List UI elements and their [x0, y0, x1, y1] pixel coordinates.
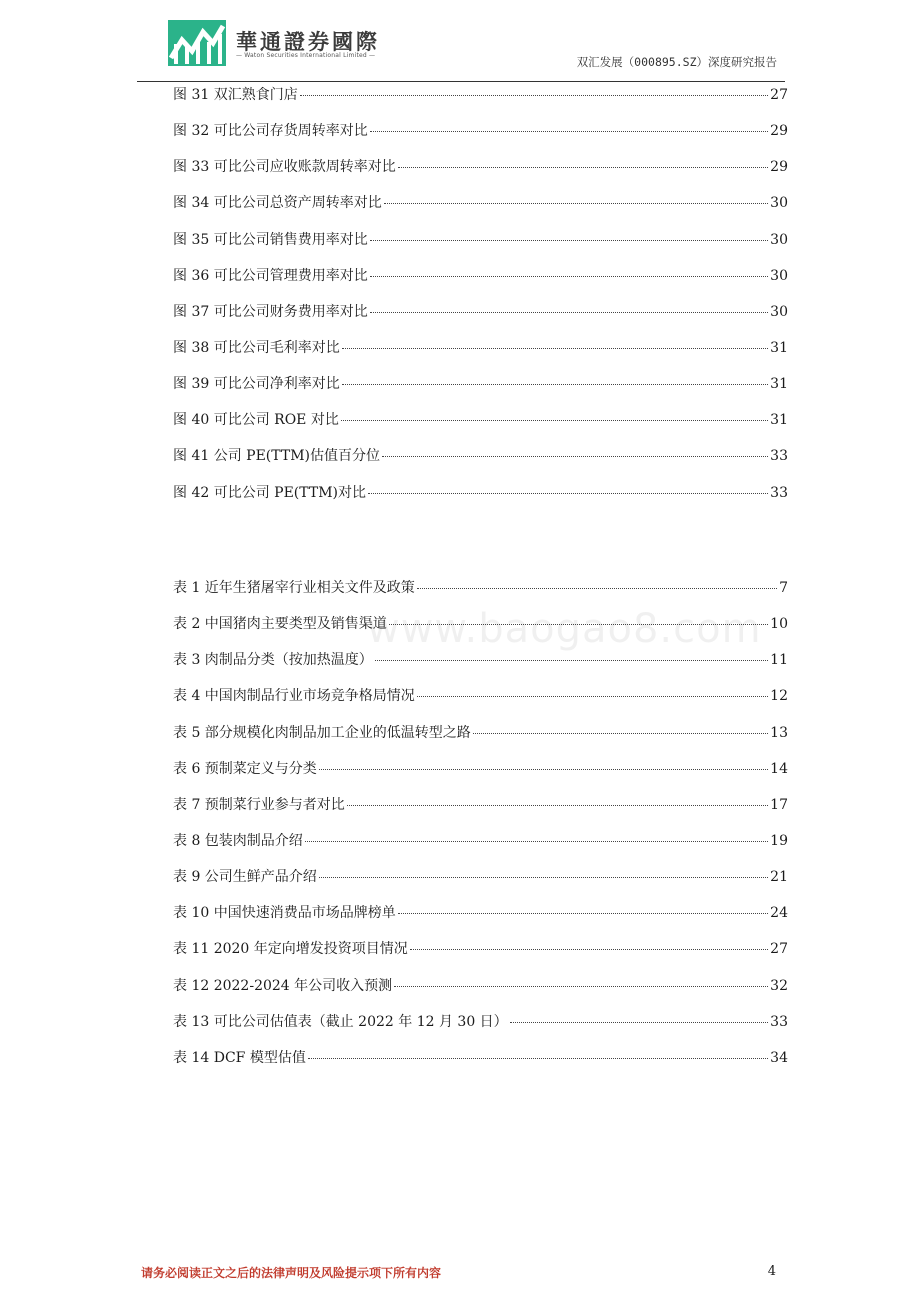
toc-entry-page: 29	[770, 159, 788, 176]
toc-entry-page: 30	[770, 195, 788, 212]
toc-entry-page: 17	[770, 796, 788, 813]
dot-leader	[370, 276, 768, 277]
toc-entry-label: 表 10 中国快速消费品市场品牌榜单	[173, 905, 396, 922]
dot-leader	[394, 986, 768, 987]
toc-entry-label: 图 42 可比公司 PE(TTM)对比	[173, 484, 366, 501]
toc-entry-label: 表 5 部分规模化肉制品加工企业的低温转型之路	[173, 724, 471, 741]
toc-table-entry[interactable]	[173, 975, 788, 1011]
tables-toc	[173, 577, 788, 1083]
dot-leader	[417, 696, 768, 697]
tables-list	[173, 577, 788, 1083]
toc-entry-label: 表 11 2020 年定向增发投资项目情况	[173, 941, 408, 958]
watermark: www.baogao8.com	[367, 606, 762, 652]
toc-table-entry[interactable]	[173, 830, 788, 866]
toc-entry-page: 12	[770, 688, 788, 705]
toc-figure-entry[interactable]	[173, 120, 788, 156]
toc-entry-page: 19	[770, 832, 788, 849]
toc-entry-label: 表 13 可比公司估值表（截止 2022 年 12 月 30 日）	[173, 1013, 508, 1030]
toc-entry-page: 27	[770, 941, 788, 958]
toc-table-entry[interactable]	[173, 758, 788, 794]
toc-entry-page: 31	[770, 339, 788, 356]
toc-entry-label: 图 31 双汇熟食门店	[173, 87, 298, 103]
toc-entry-page: 21	[770, 869, 788, 886]
toc-entry-page: 34	[770, 1049, 788, 1066]
dot-leader	[342, 384, 768, 385]
toc-table-entry[interactable]	[173, 722, 788, 758]
dot-leader	[342, 348, 768, 349]
toc-entry-page: 33	[770, 448, 788, 465]
toc-entry-page: 30	[770, 303, 788, 320]
toc-table-entry[interactable]	[173, 1011, 788, 1047]
toc-figure-entry[interactable]	[173, 84, 788, 120]
toc-entry-page: 31	[770, 412, 788, 429]
figures-toc	[173, 84, 788, 518]
page-header	[0, 0, 920, 82]
dot-leader	[319, 769, 768, 770]
toc-table-entry[interactable]	[173, 902, 788, 938]
toc-table-entry[interactable]	[173, 938, 788, 974]
toc-entry-label: 图 33 可比公司应收账款周转率对比	[173, 159, 396, 176]
header-divider	[137, 81, 785, 82]
toc-table-entry[interactable]	[173, 649, 788, 685]
dot-leader	[341, 420, 768, 421]
toc-entry-page: 7	[779, 580, 788, 596]
toc-entry-label: 图 37 可比公司财务费用率对比	[173, 303, 368, 320]
dot-leader	[370, 240, 768, 241]
toc-entry-label: 表 12 2022-2024 年公司收入预测	[173, 977, 393, 994]
company-name-cn: 華通證券國際	[236, 29, 380, 54]
waton-logo-icon	[168, 20, 226, 66]
dot-leader	[398, 913, 768, 914]
legal-notice: 请务必阅读正文之后的法律声明及风险提示项下所有内容	[141, 1266, 442, 1280]
dot-leader	[370, 131, 768, 132]
company-name-en: — Waton Securities International Limited —	[236, 52, 376, 59]
toc-entry-page: 14	[770, 760, 788, 777]
toc-entry-label: 图 40 可比公司 ROE 对比	[173, 412, 339, 429]
toc-entry-page: 11	[770, 652, 788, 669]
toc-entry-label: 图 38 可比公司毛利率对比	[173, 339, 340, 356]
toc-entry-page: 13	[770, 724, 788, 741]
toc-entry-label: 表 6 预制菜定义与分类	[173, 760, 317, 777]
toc-entry-label: 表 1 近年生猪屠宰行业相关文件及政策	[173, 580, 415, 596]
toc-entry-page: 31	[770, 376, 788, 393]
toc-table-entry[interactable]	[173, 1047, 788, 1083]
dot-leader	[410, 949, 768, 950]
dot-leader	[319, 877, 768, 878]
dot-leader	[382, 456, 768, 457]
toc-entry-label: 表 7 预制菜行业参与者对比	[173, 796, 345, 813]
toc-figure-entry[interactable]	[173, 265, 788, 301]
dot-leader	[368, 493, 768, 494]
toc-entry-label: 表 4 中国肉制品行业市场竞争格局情况	[173, 688, 415, 705]
toc-entry-label: 图 34 可比公司总资产周转率对比	[173, 195, 382, 212]
toc-entry-label: 表 8 包装肉制品介绍	[173, 832, 303, 849]
toc-entry-label: 图 35 可比公司销售费用率对比	[173, 231, 368, 248]
toc-entry-page: 10	[770, 616, 788, 633]
toc-entry-label: 图 36 可比公司管理费用率对比	[173, 267, 368, 284]
dot-leader	[370, 312, 768, 313]
toc-entry-page: 29	[770, 123, 788, 140]
dot-leader	[305, 841, 768, 842]
toc-figure-entry[interactable]	[173, 192, 788, 228]
toc-entry-label: 表 3 肉制品分类（按加热温度）	[173, 652, 373, 669]
toc-table-entry[interactable]	[173, 685, 788, 721]
toc-entry-label: 表 9 公司生鲜产品介绍	[173, 869, 317, 886]
dot-leader	[389, 624, 768, 625]
page-number: 4	[767, 1264, 776, 1279]
report-title: 双汇发展（000895.SZ）深度研究报告	[576, 55, 777, 69]
toc-entry-label: 表 2 中国猪肉主要类型及销售渠道	[173, 616, 387, 633]
dot-leader	[473, 733, 768, 734]
dot-leader	[308, 1058, 768, 1059]
toc-entry-label: 图 39 可比公司净利率对比	[173, 376, 340, 393]
toc-table-entry[interactable]	[173, 794, 788, 830]
toc-entry-page: 30	[770, 267, 788, 284]
toc-entry-label: 图 32 可比公司存货周转率对比	[173, 123, 368, 140]
toc-figure-entry[interactable]	[173, 156, 788, 192]
toc-entry-page: 33	[770, 484, 788, 501]
toc-table-entry[interactable]	[173, 577, 788, 613]
toc-figure-entry[interactable]	[173, 445, 788, 481]
dot-leader	[384, 203, 768, 204]
toc-entry-page: 30	[770, 231, 788, 248]
toc-entry-page: 24	[770, 905, 788, 922]
toc-figure-entry[interactable]	[173, 482, 788, 518]
toc-figure-entry[interactable]	[173, 229, 788, 265]
toc-figure-entry[interactable]	[173, 301, 788, 337]
dot-leader	[375, 660, 768, 661]
dot-leader	[300, 95, 768, 96]
toc-figure-entry[interactable]	[173, 409, 788, 445]
toc-figure-entry[interactable]	[173, 337, 788, 373]
dot-leader	[347, 805, 768, 806]
toc-entry-page: 33	[770, 1013, 788, 1030]
toc-entry-label: 图 41 公司 PE(TTM)估值百分位	[173, 448, 380, 465]
toc-entry-page: 27	[770, 87, 788, 103]
toc-table-entry[interactable]	[173, 613, 788, 649]
dot-leader	[417, 588, 777, 589]
toc-figure-entry[interactable]	[173, 373, 788, 409]
toc-table-entry[interactable]	[173, 866, 788, 902]
toc-entry-label: 表 14 DCF 模型估值	[173, 1049, 306, 1066]
dot-leader	[510, 1022, 768, 1023]
toc-entry-page: 32	[770, 977, 788, 994]
figures-list	[173, 84, 788, 518]
dot-leader	[398, 167, 768, 168]
